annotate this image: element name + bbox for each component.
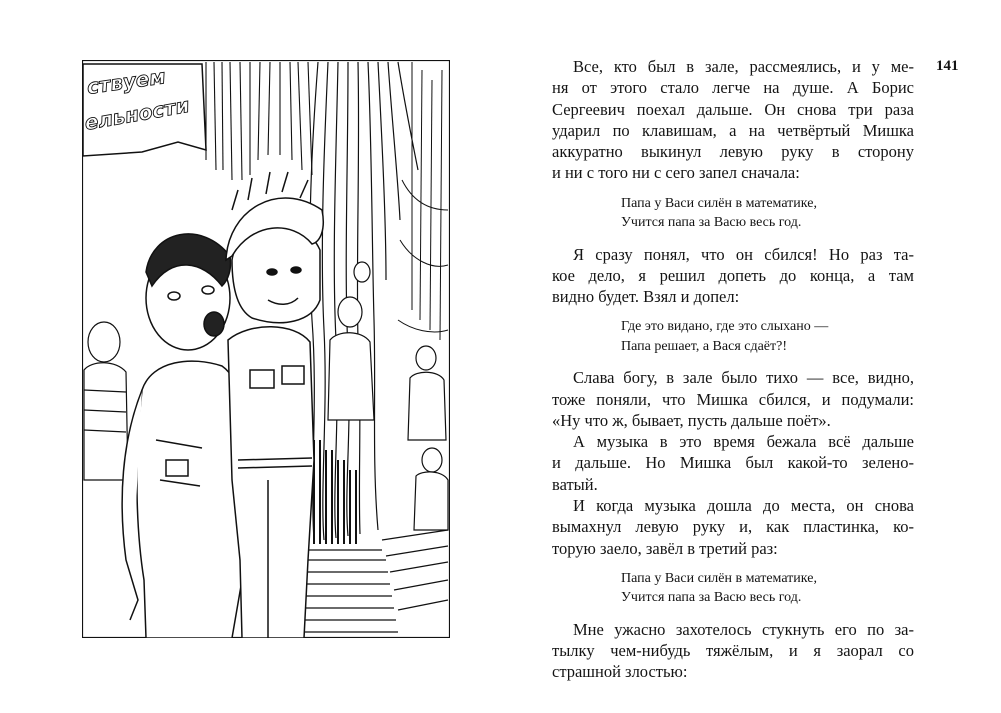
paragraph-3 (552, 367, 914, 431)
text-line: торую заело, завёл в третий раз: (552, 538, 778, 558)
verse-2 (552, 317, 914, 356)
text-line: страшной злостью: (552, 662, 688, 682)
paragraph-5 (552, 495, 914, 559)
verse-line: Учится папа за Васю весь год. (621, 215, 802, 231)
text-line: И когда музыка дошла до места, он снова (573, 496, 914, 516)
text-line: Все, кто был в зале, рассмеялись, и у ме- (573, 57, 914, 76)
page-text (552, 56, 914, 683)
text-line: Я сразу понял, что он сбился! Но раз та- (573, 244, 914, 264)
text-line: тоже поняли, что Мишка сбился, и подумали: (552, 389, 914, 409)
curtain-left (206, 62, 312, 180)
verse-line: Папа у Васи силён в математике, (621, 570, 817, 586)
verse-line: Папа у Васи силён в математике, (621, 195, 817, 211)
text-line: ня от этого стало легче на душе. А Борис (552, 78, 914, 98)
audience-man-left (84, 322, 128, 480)
verse-1 (552, 194, 914, 233)
text-line: тылку чем-нибудь тяжёлым, и я заорал со (552, 641, 914, 661)
verse-line: Где это видано, где это слыхано — (621, 319, 829, 335)
paragraph-6 (552, 619, 914, 683)
text-line: ватый. (552, 474, 598, 494)
verse-line: Папа решает, а Вася сдаёт?! (621, 338, 788, 354)
illustration (82, 60, 450, 638)
text-line: А музыка в это время бежала всё дальше (573, 432, 914, 452)
verse-line: Учится папа за Васю весь год. (621, 590, 802, 606)
banner-line-2: ельности (82, 92, 192, 135)
singing-boy (122, 234, 248, 638)
text-line: Мне ужасно захотелось стукнуть его по за- (573, 619, 914, 639)
text-line: Сергеевич поехал дальше. Он снова три раза (552, 99, 914, 119)
stage-floor (292, 530, 448, 632)
banner (83, 64, 206, 156)
paragraph-4 (552, 431, 914, 495)
illustration-drawing (82, 60, 450, 638)
text-line: вымахнул левую руку и, как пластинка, ко- (552, 517, 914, 537)
text-line: ударил по клавишам, а на четвёртый Мишка (552, 120, 914, 140)
standing-boy (226, 172, 323, 638)
verse-3 (552, 569, 914, 608)
paragraph-2 (552, 244, 914, 308)
text-line: и дальше. Но Мишка был какой-то зелено- (552, 453, 914, 473)
text-line: «Ну что ж, бывает, пусть дальше поёт». (552, 410, 831, 430)
text-line: видно будет. Взял и допел: (552, 287, 740, 307)
text-line: и ни с того ни с сего запел сначала: (552, 163, 800, 183)
banner-line-1: ствуем (85, 64, 167, 99)
page-number: 141 (936, 58, 959, 74)
text-line: кое дело, я решил допеть до конца, а там (552, 265, 914, 285)
text-line: Слава богу, в зале было тихо — все, видно, (573, 368, 914, 388)
paragraph-1 (552, 56, 914, 184)
text-line: аккуратно выкинул левую руку в сторону (552, 142, 914, 162)
